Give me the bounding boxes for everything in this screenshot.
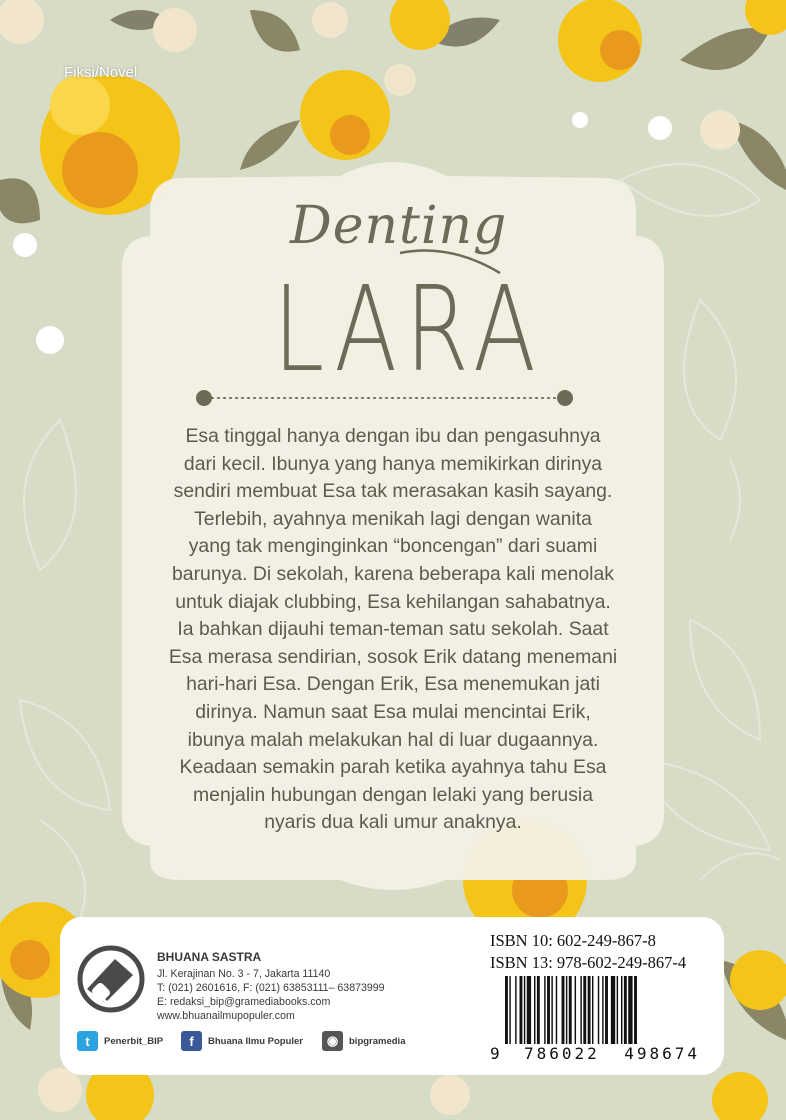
social-instagram (322, 1031, 406, 1051)
twitter-icon: t (77, 1031, 98, 1051)
barcode-bar (505, 976, 508, 1044)
synopsis-line: menjalin hubungan dengan lelaki yang berusia (193, 783, 593, 806)
barcode-bar (524, 976, 525, 1044)
isbn-10: ISBN 10: 602-249-867-8 (490, 931, 656, 950)
barcode-bar (509, 976, 510, 1044)
social-facebook-label: Bhuana Ilmu Populer (208, 1035, 304, 1047)
barcode-digit-prefix: 9 (490, 1044, 500, 1063)
barcode-bar (624, 976, 627, 1044)
synopsis-line: sendiri membuat Esa tak merasakan kasih sayang. (173, 480, 613, 503)
publisher-name: BHUANA SASTRA (157, 950, 262, 964)
social-instagram-label: bipgramedia (349, 1035, 406, 1047)
barcode-bar (605, 976, 608, 1044)
synopsis-line: ibunya malah melakukan hal di luar dugaannya. (187, 728, 599, 751)
barcode-bar (575, 976, 576, 1044)
barcode-bar (515, 976, 516, 1044)
barcode-bar (634, 976, 637, 1044)
isbn-13: ISBN 13: 978-602-249-867-4 (490, 953, 687, 972)
barcode (505, 976, 701, 1044)
barcode-bar (598, 976, 599, 1044)
barcode-bar (580, 976, 581, 1044)
barcode-bar (520, 976, 523, 1044)
title-main: LARA (273, 260, 544, 398)
synopsis-text (120, 423, 666, 837)
pen-nib-logo-icon (77, 945, 145, 1013)
synopsis-line: dirinya. Namun saat Esa mulai mencintai Erik, (195, 700, 591, 723)
publisher-address: Jl. Kerajinan No. 3 - 7, Jakarta 11140 (157, 968, 331, 980)
barcode-bar (551, 976, 552, 1044)
instagram-icon: ◉ (322, 1031, 343, 1051)
barcode-bar (527, 976, 531, 1044)
barcode-bar (617, 976, 618, 1044)
synopsis-line: Esa merasa sendirian, sosok Erik datang menemani (168, 645, 618, 668)
synopsis-line: Esa tinggal hanya dengan ibu dan pengasuhnya (185, 425, 601, 447)
barcode-bar (592, 976, 593, 1044)
social-facebook (181, 1031, 303, 1051)
synopsis-line: yang tak menginginkan “boncengan” dari suami (188, 535, 598, 558)
synopsis-line: nyaris dua kali umur anaknya. (264, 811, 522, 834)
barcode-digit-group-1: 786022 (524, 1044, 600, 1063)
barcode-bar (537, 976, 540, 1044)
publisher-website: www.bhuanailmupopuler.com (157, 1010, 295, 1022)
facebook-icon: f (181, 1031, 202, 1051)
barcode-bar (566, 976, 567, 1044)
publisher-phone: T: (021) 2601616, F: (021) 63853111– 63873999 (157, 982, 385, 994)
barcode-bar (569, 976, 572, 1044)
barcode-bar (547, 976, 550, 1044)
synopsis-line: barunya. Di sekolah, karena beberapa kali menolak (172, 562, 614, 585)
barcode-bar (544, 976, 545, 1044)
synopsis-line: hari-hari Esa. Dengan Erik, Esa menemukan jati (186, 673, 600, 696)
synopsis-line: untuk diajak clubbing, Esa kehilangan sahabatnya. (175, 590, 611, 613)
publisher-email: E: redaksi_bip@gramediabooks.com (157, 996, 331, 1008)
barcode-bar (556, 976, 557, 1044)
barcode-bar (534, 976, 535, 1044)
barcode-digits (490, 1044, 700, 1063)
barcode-bar (611, 976, 615, 1044)
social-twitter (77, 1031, 163, 1051)
barcode-bar (602, 976, 603, 1044)
synopsis-line: Ia bahkan dijauhi teman-teman satu sekolah. Saat (177, 618, 609, 641)
synopsis-line: Terlebih, ayahnya menikah lagi dengan wanita (194, 507, 592, 530)
barcode-bar (588, 976, 591, 1044)
barcode-bar (621, 976, 622, 1044)
title-script: Denting (290, 196, 508, 256)
barcode-bar (583, 976, 586, 1044)
genre-label: Fiksi/Novel (64, 64, 138, 81)
synopsis-line: dari kecil. Ibunya yang hanya memikirkan dirinya (183, 452, 603, 475)
barcode-bar (562, 976, 565, 1044)
barcode-digit-group-2: 498674 (624, 1044, 700, 1063)
synopsis-line: Keadaan semakin parah ketika ayahnya tahu Esa (179, 756, 607, 779)
social-twitter-label: Penerbit_BIP (104, 1035, 164, 1047)
barcode-bar (628, 976, 632, 1044)
